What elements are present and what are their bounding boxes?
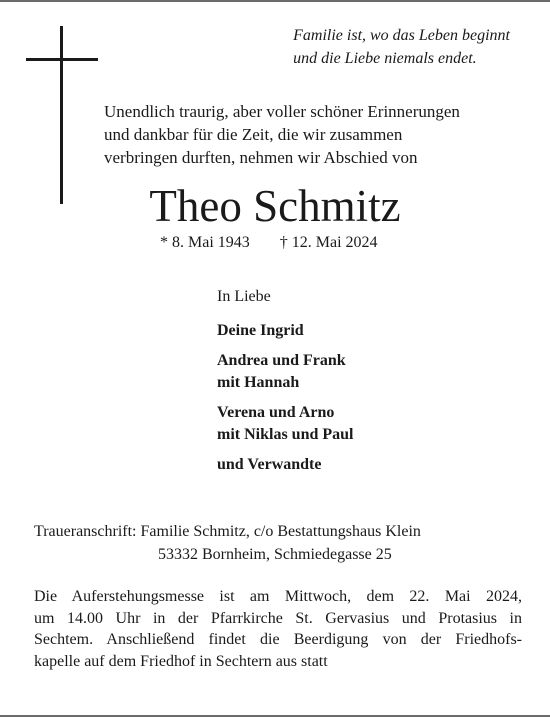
motto-line: und die Liebe niemals endet. [293,50,477,67]
mourner-group [217,402,353,446]
intro-text [104,100,460,169]
mourners [217,286,353,484]
mourner-line: Deine Ingrid [217,322,304,339]
notice-line: um 14.00 Uhr in der Pfarrkirche St. Gervasius und Protasius in [34,609,522,627]
notice-line: Die Auferstehungsmesse ist am Mittwoch, dem 22. Mai 2024, [34,588,522,605]
mourner-line: mit Hannah [217,374,300,391]
intro-line: und dankbar für die Zeit, die wir zusammen [104,125,403,144]
top-rule [0,0,550,2]
mourner-line: Verena und Arno [217,404,335,421]
address-line: Traueranschrift: Familie Schmitz, c/o Bestattungshaus Klein [34,523,421,540]
address-line: 53332 Bornheim, Schmiedegasse 25 [158,546,392,563]
motto [293,24,510,70]
life-dates [160,232,378,254]
mourner-group [217,350,353,394]
motto-line: Familie ist, wo das Leben beginnt [293,27,510,44]
mourner-line: und Verwandte [217,456,322,473]
mourner-line: Andrea und Frank [217,352,346,369]
mourner-group [217,454,353,476]
notice-line: kapelle auf dem Friedhof in Sechtern aus statt [34,652,328,670]
notice-line: Sechtem. Anschließend findet die Beerdigung von der Friedhofs- [34,631,522,648]
intro-line: verbringen durften, nehmen wir Abschied von [104,148,418,167]
intro-line: Unendlich traurig, aber voller schöner Erinnerungen [104,102,460,121]
mourner-group [217,320,353,342]
birth-date: * 8. Mai 1943 [160,234,250,251]
funeral-notice [34,586,522,672]
mourners-lead: In Liebe [217,288,271,305]
death-date: † 12. Mai 2024 [279,234,378,251]
deceased-name: Theo Schmitz [149,181,401,231]
mourning-address [34,520,421,566]
mourner-line: mit Niklas und Paul [217,426,354,443]
